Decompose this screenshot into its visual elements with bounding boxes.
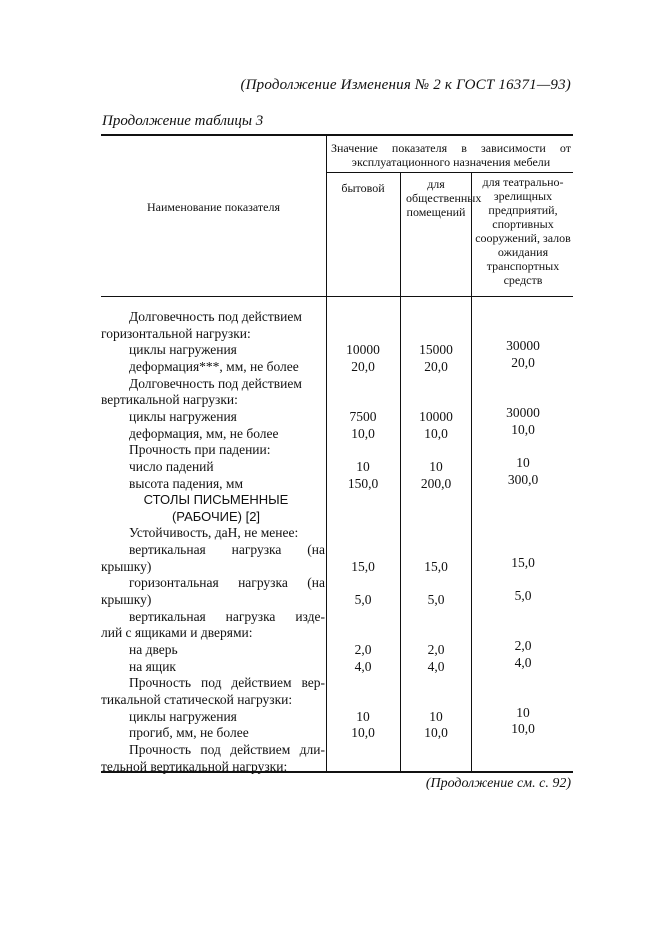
row-value-col-1: 5,0 xyxy=(354,592,372,608)
row-value-col-2: 4,0 xyxy=(427,658,445,674)
row-label: деформация, мм, не более xyxy=(129,425,279,441)
row-label: деформация***, мм, не более xyxy=(129,358,299,374)
row-label: тельной вертикальной нагрузки: xyxy=(101,758,288,774)
header-divider xyxy=(326,172,573,173)
row-label: (РАБОЧИЕ) [2] xyxy=(171,508,261,524)
row-value-col-1: 4,0 xyxy=(354,658,372,674)
row-value-col-1: 10 xyxy=(356,708,370,724)
row-label: Устойчивость, даН, не менее: xyxy=(129,525,299,541)
row-value-col-1: 20,0 xyxy=(351,358,375,374)
row-label: крышку) xyxy=(101,592,152,608)
row-label: на ящик xyxy=(129,658,176,674)
row-value-col-1: 10,0 xyxy=(351,425,375,441)
column-divider xyxy=(326,136,327,771)
row-label: СТОЛЫ ПИСЬМЕННЫЕ xyxy=(143,492,289,508)
row-value-col-1: 2,0 xyxy=(354,642,372,657)
row-label: Долговечность под действием xyxy=(129,309,302,324)
row-label: циклы нагружения xyxy=(129,708,237,724)
row-value-col-1: 7500 xyxy=(349,408,377,424)
row-value-col-2: 5,0 xyxy=(427,592,445,608)
row-label: Прочность под действием вер- xyxy=(129,675,325,691)
row-value-col-2: 20,0 xyxy=(424,358,448,374)
row-value-col-2: 10 xyxy=(429,458,443,474)
row-label: циклы нагружения xyxy=(129,342,237,358)
row-value-col-1: 15,0 xyxy=(351,558,375,574)
row-value-col-3: 10 xyxy=(516,454,530,470)
row-value-col-3: 10 xyxy=(516,704,530,720)
row-label: вертикальная нагрузка (на xyxy=(129,542,325,558)
row-label: крышку) xyxy=(101,558,152,574)
row-value-col-3: 300,0 xyxy=(507,471,539,487)
requirements-table xyxy=(101,134,573,773)
page-header-continuation: (Продолжение Изменения № 2 к ГОСТ 16371—93) xyxy=(240,77,571,93)
row-value-col-3: 10,0 xyxy=(511,421,535,437)
row-label: прогиб, мм, не более xyxy=(129,725,249,741)
column-header-name: Наименование показателя xyxy=(147,200,280,214)
row-value-col-1: 10,0 xyxy=(351,725,375,741)
row-value-col-1: 10000 xyxy=(346,342,380,358)
row-value-col-2: 10,0 xyxy=(424,425,448,441)
row-label: лий с ящиками и дверями: xyxy=(101,625,253,641)
row-value-col-3: 20,0 xyxy=(511,354,535,370)
row-label: тикальной статической нагрузки: xyxy=(101,691,293,707)
row-label: горизонтальной нагрузки: xyxy=(101,325,251,341)
column-header-theatre: для театрально-зрелищных предприятий, спортивных сооружений, залов ожидания транспортных средств xyxy=(475,175,571,287)
row-label: вертикальной нагрузки: xyxy=(101,392,238,408)
row-label: на дверь xyxy=(129,642,178,657)
column-group-header: Значение показателя в зависимости от эксплуатационного назначения мебели xyxy=(331,141,571,169)
row-label: Прочность под действием дли- xyxy=(129,741,325,757)
row-value-col-1: 10 xyxy=(356,458,370,474)
row-value-col-3: 15,0 xyxy=(511,554,535,570)
row-value-col-3: 30000 xyxy=(506,338,540,354)
row-value-col-3: 2,0 xyxy=(514,638,532,653)
row-label: Прочность при падении: xyxy=(129,442,271,458)
page-footer-continuation: (Продолжение см. с. 92) xyxy=(425,776,571,791)
row-label: циклы нагружения xyxy=(129,408,237,424)
column-header-public: для общественных помещений xyxy=(406,177,482,219)
column-divider xyxy=(471,172,472,771)
row-label: горизонтальная нагрузка (на xyxy=(129,575,325,591)
row-value-col-2: 10,0 xyxy=(424,725,448,741)
row-value-col-3: 5,0 xyxy=(514,588,532,604)
row-value-col-2: 10000 xyxy=(419,408,453,424)
row-value-col-3: 4,0 xyxy=(514,654,532,670)
row-label: высота падения, мм xyxy=(129,475,244,491)
row-label: вертикальная нагрузка изде- xyxy=(129,608,325,624)
row-value-col-3: 10,0 xyxy=(511,721,535,737)
row-value-col-2: 15000 xyxy=(419,342,453,358)
header-bottom-rule xyxy=(101,296,573,297)
column-header-household: бытовой xyxy=(341,181,385,195)
row-value-col-1: 150,0 xyxy=(347,475,379,491)
row-value-col-2: 2,0 xyxy=(427,642,445,657)
row-value-col-2: 15,0 xyxy=(424,558,448,574)
table-caption: Продолжение таблицы 3 xyxy=(102,113,264,129)
row-value-col-2: 200,0 xyxy=(420,475,452,491)
row-label: Долговечность под действием xyxy=(129,375,302,391)
row-value-col-3: 30000 xyxy=(506,404,540,420)
row-value-col-2: 10 xyxy=(429,708,443,724)
row-label: число падений xyxy=(129,458,214,474)
